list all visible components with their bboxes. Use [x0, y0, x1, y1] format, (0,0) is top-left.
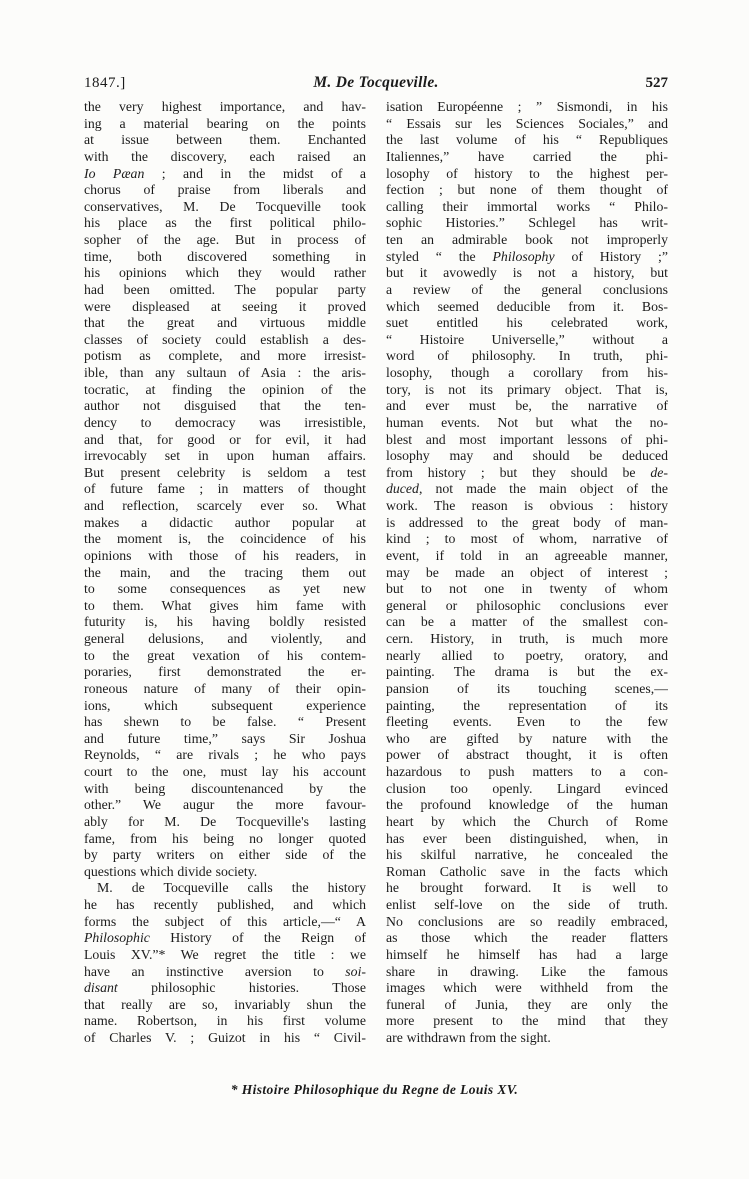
- text-line: opinions with those of his readers, in: [84, 547, 366, 563]
- text-line: pansion of its touching scenes,—: [386, 680, 668, 696]
- text-line: name. Robertson, in his first volume: [84, 1013, 366, 1029]
- text-line: “ Histoire Universelle,” without a: [386, 331, 668, 347]
- text-line: classes of society could establish a des-: [84, 331, 366, 347]
- text-line: roneous nature of many of their opin-: [84, 680, 366, 696]
- text-line: of Charles V. ; Guizot in his “ Civil-: [84, 1030, 366, 1045]
- text-line: court to the one, must lay his account: [84, 764, 366, 779]
- text-line: irrevocably set in upon human affairs.: [84, 448, 366, 464]
- text-line: fleeting events. Even to the few: [386, 714, 668, 730]
- text-line: ing a material bearing on the points: [84, 115, 366, 131]
- text-line: his opinions which they would rather: [84, 265, 366, 281]
- text-line: futurity is, his having boldly resisted: [84, 614, 366, 630]
- text-line: isation Européenne ; ” Sismondi, in his: [386, 99, 668, 114]
- page-number: 527: [645, 75, 668, 91]
- text-line: painting, the representation of its: [386, 697, 668, 713]
- text-line: more present to the mind that they: [386, 1013, 668, 1029]
- text-line: ions, which subsequent experience: [84, 697, 366, 713]
- text-line: potism as complete, and more irresist-: [84, 348, 366, 364]
- text-line: clusion too openly. Lingard evinced: [386, 780, 668, 796]
- text-line: were displeased at seeing it proved: [84, 298, 366, 314]
- text-line: chorus of praise from liberals and: [84, 182, 366, 198]
- text-line: had been omitted. The popular party: [84, 281, 366, 297]
- text-line: sophic Histories.” Schlegel has writ-: [386, 215, 668, 231]
- text-line: M. de Tocqueville calls the history: [97, 880, 366, 896]
- text-line: at issue between them. Enchanted: [84, 132, 366, 148]
- text-line: questions which divide society.: [84, 863, 258, 879]
- text-line: share in drawing. Like the famous: [386, 963, 668, 979]
- text-line: the last volume of his “ Republiques: [386, 132, 668, 148]
- text-line: makes a didactic author popular at: [84, 514, 366, 530]
- text-line: event, if told in an agreeable manner,: [386, 547, 668, 563]
- text-line: are withdrawn from the sight.: [386, 1030, 551, 1045]
- text-line: ably for M. De Tocqueville's lasting: [84, 813, 366, 829]
- text-line: conservatives, M. De Tocqueville took: [84, 198, 366, 214]
- text-line: he brought forward. It is well to: [386, 880, 668, 896]
- text-line: general delusions, and violently, and: [84, 631, 366, 646]
- text-line: No conclusions are so readily embraced,: [386, 913, 668, 929]
- text-line: author not disguised that the ten-: [84, 398, 366, 414]
- text-line: which seemed deducible from it. Bos-: [386, 298, 668, 314]
- text-line: the profound knowledge of the human: [386, 797, 668, 813]
- text-line: ten an admirable book not improperly: [386, 232, 668, 247]
- text-line: hazardous to push matters to a con-: [386, 764, 668, 779]
- text-line: styled “ the Philosophy of History ;”: [386, 248, 668, 264]
- text-line: his place as the first political philo-: [84, 215, 366, 231]
- text-line: his skilful narrative, he concealed the: [386, 847, 668, 863]
- text-line: heart by which the Church of Rome: [386, 813, 668, 829]
- text-line: to some consequences as yet new: [84, 581, 366, 597]
- text-line: sopher of the age. But in process of: [84, 232, 366, 247]
- header-year: 1847.]: [84, 75, 126, 91]
- text-line: funeral of Junia, they are only the: [386, 996, 668, 1012]
- text-line: poraries, first demonstrated the er-: [84, 664, 366, 680]
- text-line: suet entitled his celebrated work,: [386, 315, 668, 331]
- text-line: and reflection, scarcely ever so. What: [84, 498, 366, 513]
- text-line: to them. What gives him fame with: [84, 597, 366, 613]
- text-line: Italiennes,” have carried the phi-: [386, 148, 668, 164]
- text-line: Io Pæan ; and in the midst of a: [84, 165, 366, 181]
- text-line: dency to democracy was irresistible,: [84, 414, 366, 430]
- footnote: * Histoire Philosophique du Regne de Louis XV.: [230, 1082, 519, 1097]
- text-line: cern. History, in truth, is much more: [386, 631, 668, 646]
- text-line: has shewn to be false. “ Present: [84, 714, 366, 730]
- text-line: losophy, though a corollary from his-: [386, 365, 668, 380]
- text-line: Reynolds, “ are rivals ; he who pays: [84, 747, 366, 763]
- text-line: duced, not made the main object of the: [386, 481, 668, 497]
- text-line: the main, and the tracing them out: [84, 564, 366, 580]
- text-line: blest and most important lessons of phi-: [386, 431, 668, 447]
- text-line: general or philosophic conclusions ever: [386, 597, 668, 613]
- text-line: who are gifted by nature with the: [386, 730, 668, 746]
- text-columns: [84, 99, 668, 1047]
- text-line: disant philosophic histories. Those: [84, 980, 366, 996]
- text-line: forms the subject of this article,—“ A: [84, 913, 366, 929]
- text-line: tocratic, at finding the opinion of the: [84, 381, 366, 397]
- left-column: [84, 99, 366, 1047]
- text-line: Louis XV.”* We regret the title : we: [84, 946, 366, 962]
- text-line: losophy may and should be deduced: [386, 448, 668, 464]
- text-line: Philosophic History of the Reign of: [84, 930, 366, 946]
- text-line: losophy of history to the highest per-: [386, 165, 668, 181]
- text-line: the moment is, the coincidence of his: [84, 531, 366, 547]
- text-line: human events. Not but what the no-: [386, 414, 668, 430]
- text-line: with the discovery, each raised an: [84, 148, 366, 164]
- text-line: painting. The drama is but the ex-: [386, 664, 668, 680]
- text-line: he has recently published, and which: [84, 897, 366, 912]
- running-title: M. De Tocqueville.: [313, 74, 439, 91]
- text-line: is addressed to the great body of man-: [386, 514, 668, 530]
- text-line: and that, for good or for evil, it had: [84, 431, 366, 447]
- right-column: [386, 99, 668, 1047]
- text-line: but it avowedly is not a history, but: [386, 265, 668, 281]
- text-line: time, both discovered something in: [84, 248, 366, 264]
- text-line: calling their immortal works “ Philo-: [386, 198, 668, 214]
- text-line: Roman Catholic save in the facts which: [386, 863, 668, 879]
- text-line: But present celebrity is seldom a test: [84, 464, 366, 480]
- text-line: can be a matter of the smallest con-: [386, 614, 668, 630]
- text-line: and future time,” says Sir Joshua: [84, 730, 366, 746]
- text-line: may be made an object of interest ;: [386, 564, 668, 580]
- text-line: nearly allied to poetry, oratory, and: [386, 647, 668, 663]
- text-line: ible, than any sultaun of Asia : the aris-: [84, 365, 366, 380]
- text-line: that really are so, invariably shun the: [84, 996, 366, 1012]
- text-line: as those which the reader flatters: [386, 930, 668, 946]
- text-line: with being discountenanced by the: [84, 780, 366, 796]
- text-line: images which were withheld from the: [386, 980, 668, 996]
- text-line: has ever been distinguished, when, in: [386, 830, 668, 846]
- text-line: power of abstract thought, it is often: [386, 747, 668, 763]
- text-line: have an instinctive aversion to soi-: [84, 963, 366, 979]
- text-line: fection ; but none of them thought of: [386, 182, 668, 198]
- text-line: to the great vexation of his contem-: [84, 647, 366, 663]
- text-line: enlist self-love on the side of truth.: [386, 897, 668, 912]
- text-line: other.” We augur the more favour-: [84, 797, 366, 813]
- text-line: kind ; to most of whom, narrative of: [386, 531, 668, 547]
- text-line: of future fame ; in matters of thought: [84, 481, 366, 497]
- text-line: that the great and virtuous middle: [84, 315, 366, 331]
- text-line: a review of the general conclusions: [386, 281, 668, 297]
- text-line: fame, from his being no longer quoted: [84, 830, 366, 846]
- text-line: tory, is not its primary object. That is,: [386, 381, 668, 397]
- text-line: and ever must be, the narrative of: [386, 398, 668, 414]
- text-line: word of philosophy. In truth, phi-: [386, 348, 668, 364]
- text-line: by party writers on either side of the: [84, 847, 366, 863]
- text-line: work. The reason is obvious : history: [386, 498, 668, 513]
- text-line: the very highest importance, and hav-: [84, 99, 366, 114]
- page-header: [84, 74, 668, 92]
- text-line: “ Essais sur les Sciences Sociales,” and: [386, 115, 668, 131]
- text-line: but to not one in twenty of whom: [386, 581, 668, 597]
- text-line: from history ; but they should be de-: [386, 464, 668, 480]
- text-line: himself he himself has had a large: [386, 946, 668, 962]
